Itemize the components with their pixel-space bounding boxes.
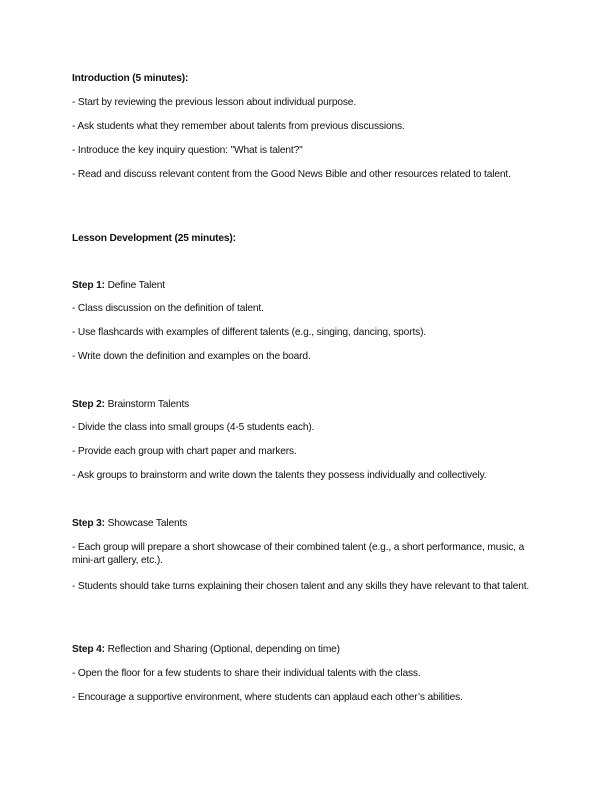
step-label: Step 4: [72, 644, 105, 655]
step-title: Reflection and Sharing (Optional, depending on time) [104, 644, 340, 655]
step-1-heading [72, 279, 165, 292]
step-3-heading [72, 517, 187, 530]
intro-item: - Start by reviewing the previous lesson about individual purpose. [72, 97, 357, 108]
step-item: - Encourage a supportive environment, where students can applaud each other’s abilities. [72, 692, 463, 703]
intro-item: - Ask students what they remember about talents from previous discussions. [72, 121, 405, 132]
step-4-heading [72, 643, 340, 656]
step-label: Step 2: [72, 399, 105, 410]
step-item: - Use flashcards with examples of different talents (e.g., singing, dancing, sports). [72, 327, 426, 338]
intro-item: - Read and discuss relevant content from the Good News Bible and other resources related to talent. [72, 169, 511, 180]
step-label: Step 3: [72, 518, 105, 529]
step-item: - Open the floor for a few students to share their individual talents with the class. [72, 668, 421, 679]
step-title: Brainstorm Talents [104, 399, 190, 410]
introduction-heading: Introduction (5 minutes): [72, 73, 189, 84]
lesson-development-heading: Lesson Development (25 minutes): [72, 233, 236, 244]
step-item: - Each group will prepare a short showcase of their combined talent (e.g., a short performance, music, a mini-art gallery, etc.). [72, 542, 525, 566]
step-item: - Write down the definition and examples on the board. [72, 351, 311, 362]
step-label: Step 1: [72, 280, 105, 291]
step-item: - Ask groups to brainstorm and write down the talents they possess individually and collectively. [72, 470, 487, 481]
step-item: - Students should take turns explaining their chosen talent and any skills they have relevant to that talent. [72, 581, 530, 592]
step-item: - Class discussion on the definition of talent. [72, 303, 264, 314]
step-2-heading [72, 398, 189, 411]
step-item: - Provide each group with chart paper and markers. [72, 446, 297, 457]
step-item: - Divide the class into small groups (4-5 students each). [72, 422, 315, 433]
step-title: Showcase Talents [104, 518, 188, 529]
step-title: Define Talent [104, 280, 165, 291]
intro-item: - Introduce the key inquiry question: "What is talent?" [72, 145, 303, 156]
